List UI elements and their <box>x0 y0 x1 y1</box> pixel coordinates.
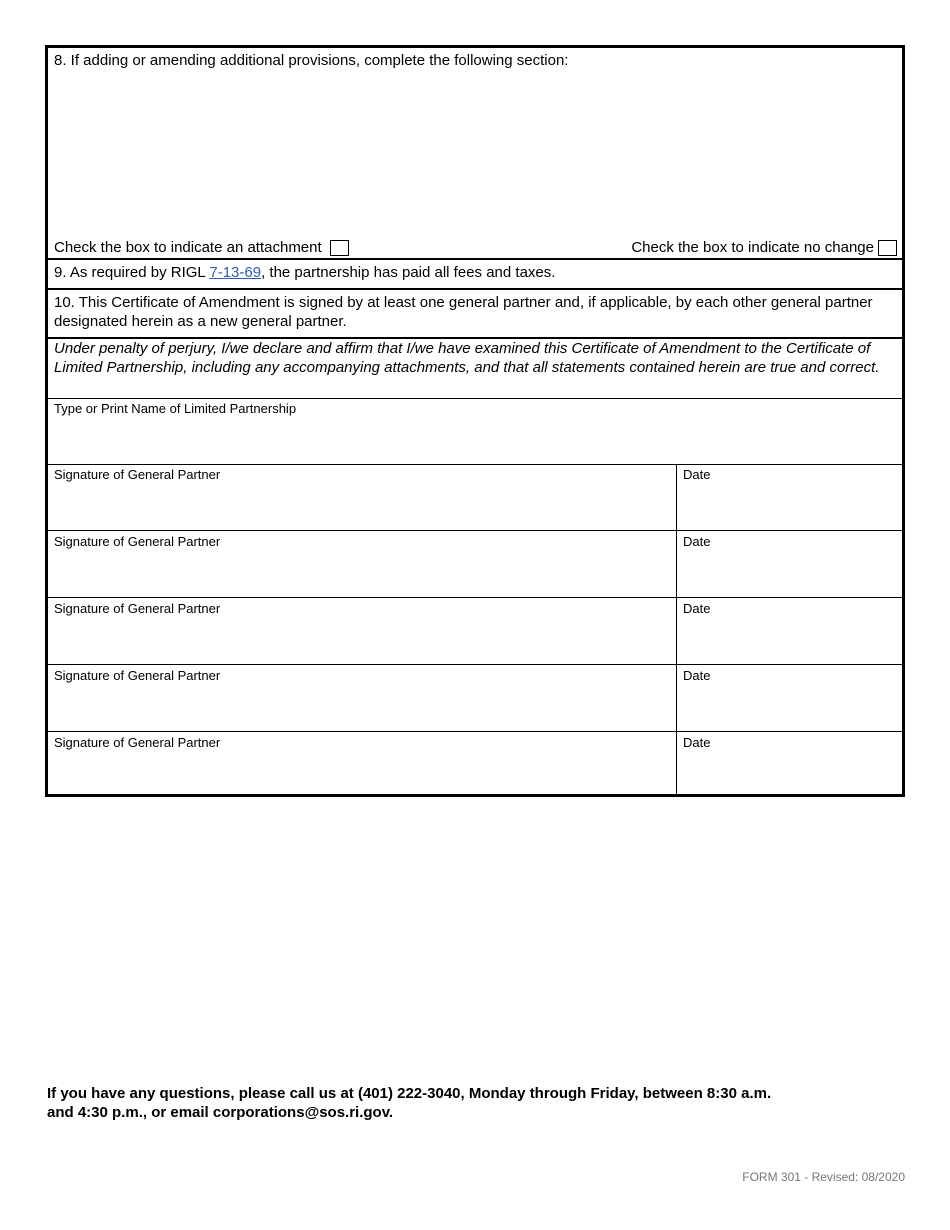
contact-line-1: If you have any questions, please call us at (401) 222-3040, Monday through Friday, between 8:30 a.m. <box>47 1085 772 1102</box>
additional-provisions-field[interactable] <box>48 72 902 232</box>
date-label: Date <box>683 735 711 750</box>
attachment-check-row <box>54 239 349 256</box>
signature-row <box>48 665 902 732</box>
section-8-label: 8. If adding or amending additional provisions, complete the following section: <box>54 52 569 69</box>
date-field[interactable] <box>677 549 902 597</box>
signature-field[interactable] <box>48 482 676 530</box>
partnership-name-label: Type or Print Name of Limited Partnership <box>54 401 297 416</box>
attachment-check-label: Check the box to indicate an attachment <box>54 239 322 256</box>
section-9-suffix: , the partnership has paid all fees and taxes. <box>261 264 556 281</box>
signature-field[interactable] <box>48 683 676 731</box>
signature-row <box>48 732 902 794</box>
date-cell <box>677 531 902 597</box>
perjury-statement <box>48 339 902 399</box>
signature-row <box>48 598 902 665</box>
signature-row <box>48 531 902 598</box>
attachment-checkbox[interactable] <box>330 240 349 256</box>
section-10-signing <box>48 290 902 339</box>
section-9-text <box>54 264 555 281</box>
date-cell <box>677 665 902 731</box>
signature-field[interactable] <box>48 616 676 664</box>
date-cell <box>677 464 902 530</box>
signature-field[interactable] <box>48 549 676 597</box>
contact-note <box>47 1084 847 1122</box>
perjury-text: Under penalty of perjury, I/we declare and affirm that I/we have examined this Certificate of Amendment to the Certificate of Limited Partnership, including any accompanying attachments, and that all statements contained herein are true and correct. <box>54 340 880 376</box>
date-field[interactable] <box>677 750 902 794</box>
date-field[interactable] <box>677 616 902 664</box>
contact-line-2: and 4:30 p.m., or email corporations@sos.ri.gov. <box>47 1104 394 1121</box>
date-label: Date <box>683 601 711 616</box>
date-field[interactable] <box>677 482 902 530</box>
signature-label: Signature of General Partner <box>54 668 221 683</box>
signature-label: Signature of General Partner <box>54 601 221 616</box>
form-revision-id: FORM 301 - Revised: 08/2020 <box>742 1170 905 1184</box>
date-label: Date <box>683 534 711 549</box>
signature-cell <box>48 665 677 731</box>
amendment-form <box>45 45 905 797</box>
date-label: Date <box>683 668 711 683</box>
section-10-text: 10. This Certificate of Amendment is signed by at least one general partner and, if applicable, by each other general partner designated herein as a new general partner. <box>54 294 873 330</box>
signature-cell <box>48 531 677 597</box>
partnership-name-row <box>48 398 902 465</box>
no-change-check-label: Check the box to indicate no change <box>631 239 874 256</box>
signature-cell <box>48 598 677 664</box>
partnership-name-field[interactable] <box>48 416 902 464</box>
date-field[interactable] <box>677 683 902 731</box>
signature-label: Signature of General Partner <box>54 735 221 750</box>
date-label: Date <box>683 467 711 482</box>
no-change-check-row <box>631 239 897 256</box>
section-9-prefix: 9. As required by RIGL <box>54 264 210 281</box>
signature-row <box>48 464 902 531</box>
date-cell <box>677 732 902 794</box>
section-8-additional-provisions <box>48 48 902 260</box>
signature-label: Signature of General Partner <box>54 534 221 549</box>
signature-label: Signature of General Partner <box>54 467 221 482</box>
date-cell <box>677 598 902 664</box>
signature-cell <box>48 732 677 794</box>
no-change-checkbox[interactable] <box>878 240 897 256</box>
section-9-fees <box>48 258 902 290</box>
signature-field[interactable] <box>48 750 676 794</box>
rigl-7-13-69-link[interactable]: 7-13-69 <box>209 264 262 281</box>
signature-cell <box>48 464 677 530</box>
